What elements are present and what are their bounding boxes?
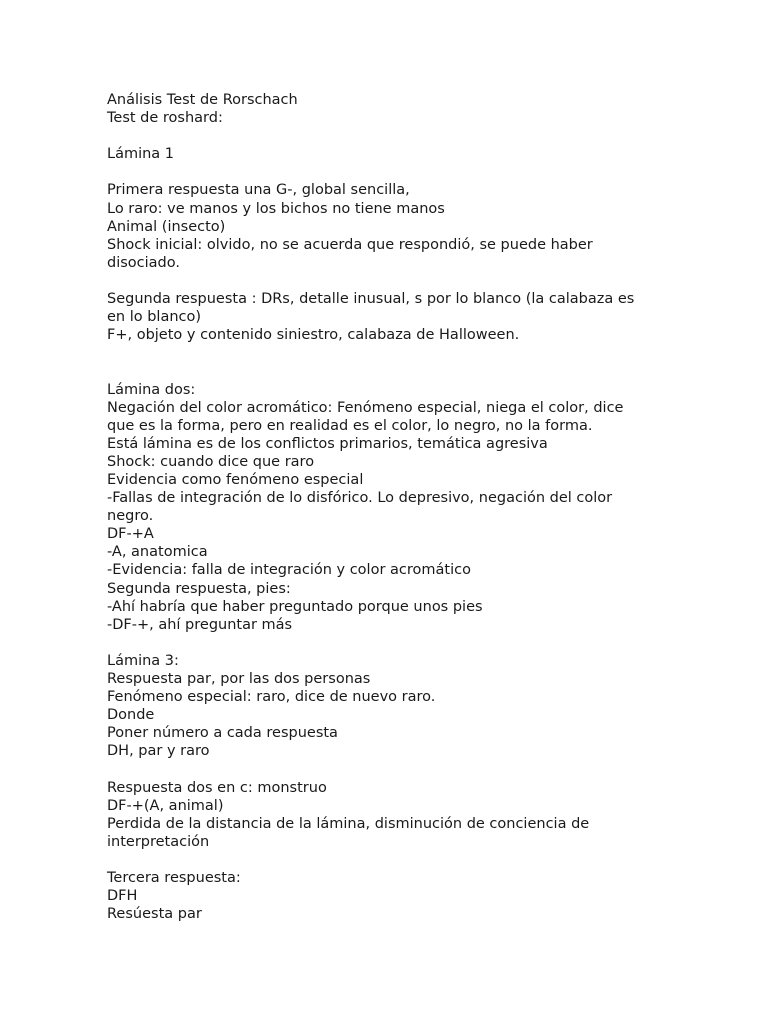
- text-line: DF-+A: [107, 526, 154, 543]
- text-line: Resúesta par: [107, 906, 202, 923]
- text-line: Primera respuesta una G-, global sencilla,: [107, 182, 410, 199]
- text-line: Respuesta par, por las dos personas: [107, 671, 371, 687]
- text-line: Lo raro: ve manos y los bichos no tiene manos: [107, 200, 445, 217]
- text-line: DF-+(A, animal): [107, 797, 224, 814]
- text-line: negro.: [107, 508, 154, 525]
- text-line: -Ahí habría que haber preguntado porque unos pies: [107, 598, 483, 615]
- text-line: Negación del color acromático: Fenómeno especial, niega el color, dice: [107, 399, 624, 416]
- text-line: -Evidencia: falla de integración y color acromático: [107, 562, 471, 579]
- blank-line: [107, 163, 667, 181]
- blank-line: [107, 760, 667, 778]
- section-heading-lamina-3: Lámina 3:: [107, 652, 179, 669]
- text-line: interpretación: [107, 833, 210, 850]
- text-line: Fenómeno especial: raro, dice de nuevo raro.: [107, 689, 436, 706]
- blank-line: [107, 272, 667, 290]
- text-line: disociado.: [107, 254, 180, 271]
- text-line: Poner número a cada respuesta: [107, 725, 338, 742]
- text-line: Evidencia como fenómeno especial: [107, 471, 364, 488]
- text-line: F+, objeto y contenido siniestro, calabaza de Halloween.: [107, 327, 520, 344]
- document-body: [107, 91, 667, 923]
- blank-line: [107, 127, 667, 145]
- blank-line: [107, 362, 667, 380]
- text-line: Segunda respuesta : DRs, detalle inusual, s por lo blanco (la calabaza es: [107, 291, 635, 308]
- text-line: Está lámina es de los conflictos primarios, temática agresiva: [107, 435, 548, 452]
- section-heading-lamina-1: Lámina 1: [107, 146, 175, 163]
- text-line: Test de roshard:: [107, 110, 223, 127]
- text-line: que es la forma, pero en realidad es el color, lo negro, no la forma.: [107, 417, 593, 434]
- text-line: -DF-+, ahí preguntar más: [107, 616, 293, 633]
- text-line: -Fallas de integración de lo disfórico. Lo depresivo, negación del color: [107, 490, 613, 507]
- section-heading-lamina-2: Lámina dos:: [107, 381, 196, 398]
- text-line: Tercera respuesta:: [107, 870, 241, 887]
- blank-line: [107, 634, 667, 652]
- text-line: Shock inicial: olvido, no se acuerda que respondió, se puede haber: [107, 236, 593, 253]
- text-line: en lo blanco): [107, 309, 202, 326]
- text-line: Animal (insecto): [107, 218, 226, 235]
- text-line: Perdida de la distancia de la lámina, disminución de conciencia de: [107, 815, 590, 832]
- text-line: DFH: [107, 888, 138, 905]
- blank-line: [107, 851, 667, 869]
- text-line: Donde: [107, 707, 155, 724]
- document-title: Análisis Test de Rorschach: [107, 92, 298, 108]
- text-line: Segunda respuesta, pies:: [107, 580, 291, 597]
- blank-line: [107, 344, 667, 362]
- text-line: -A, anatomica: [107, 544, 208, 561]
- text-line: Respuesta dos en c: monstruo: [107, 779, 327, 796]
- text-line: Shock: cuando dice que raro: [107, 453, 315, 470]
- text-line: DH, par y raro: [107, 743, 210, 760]
